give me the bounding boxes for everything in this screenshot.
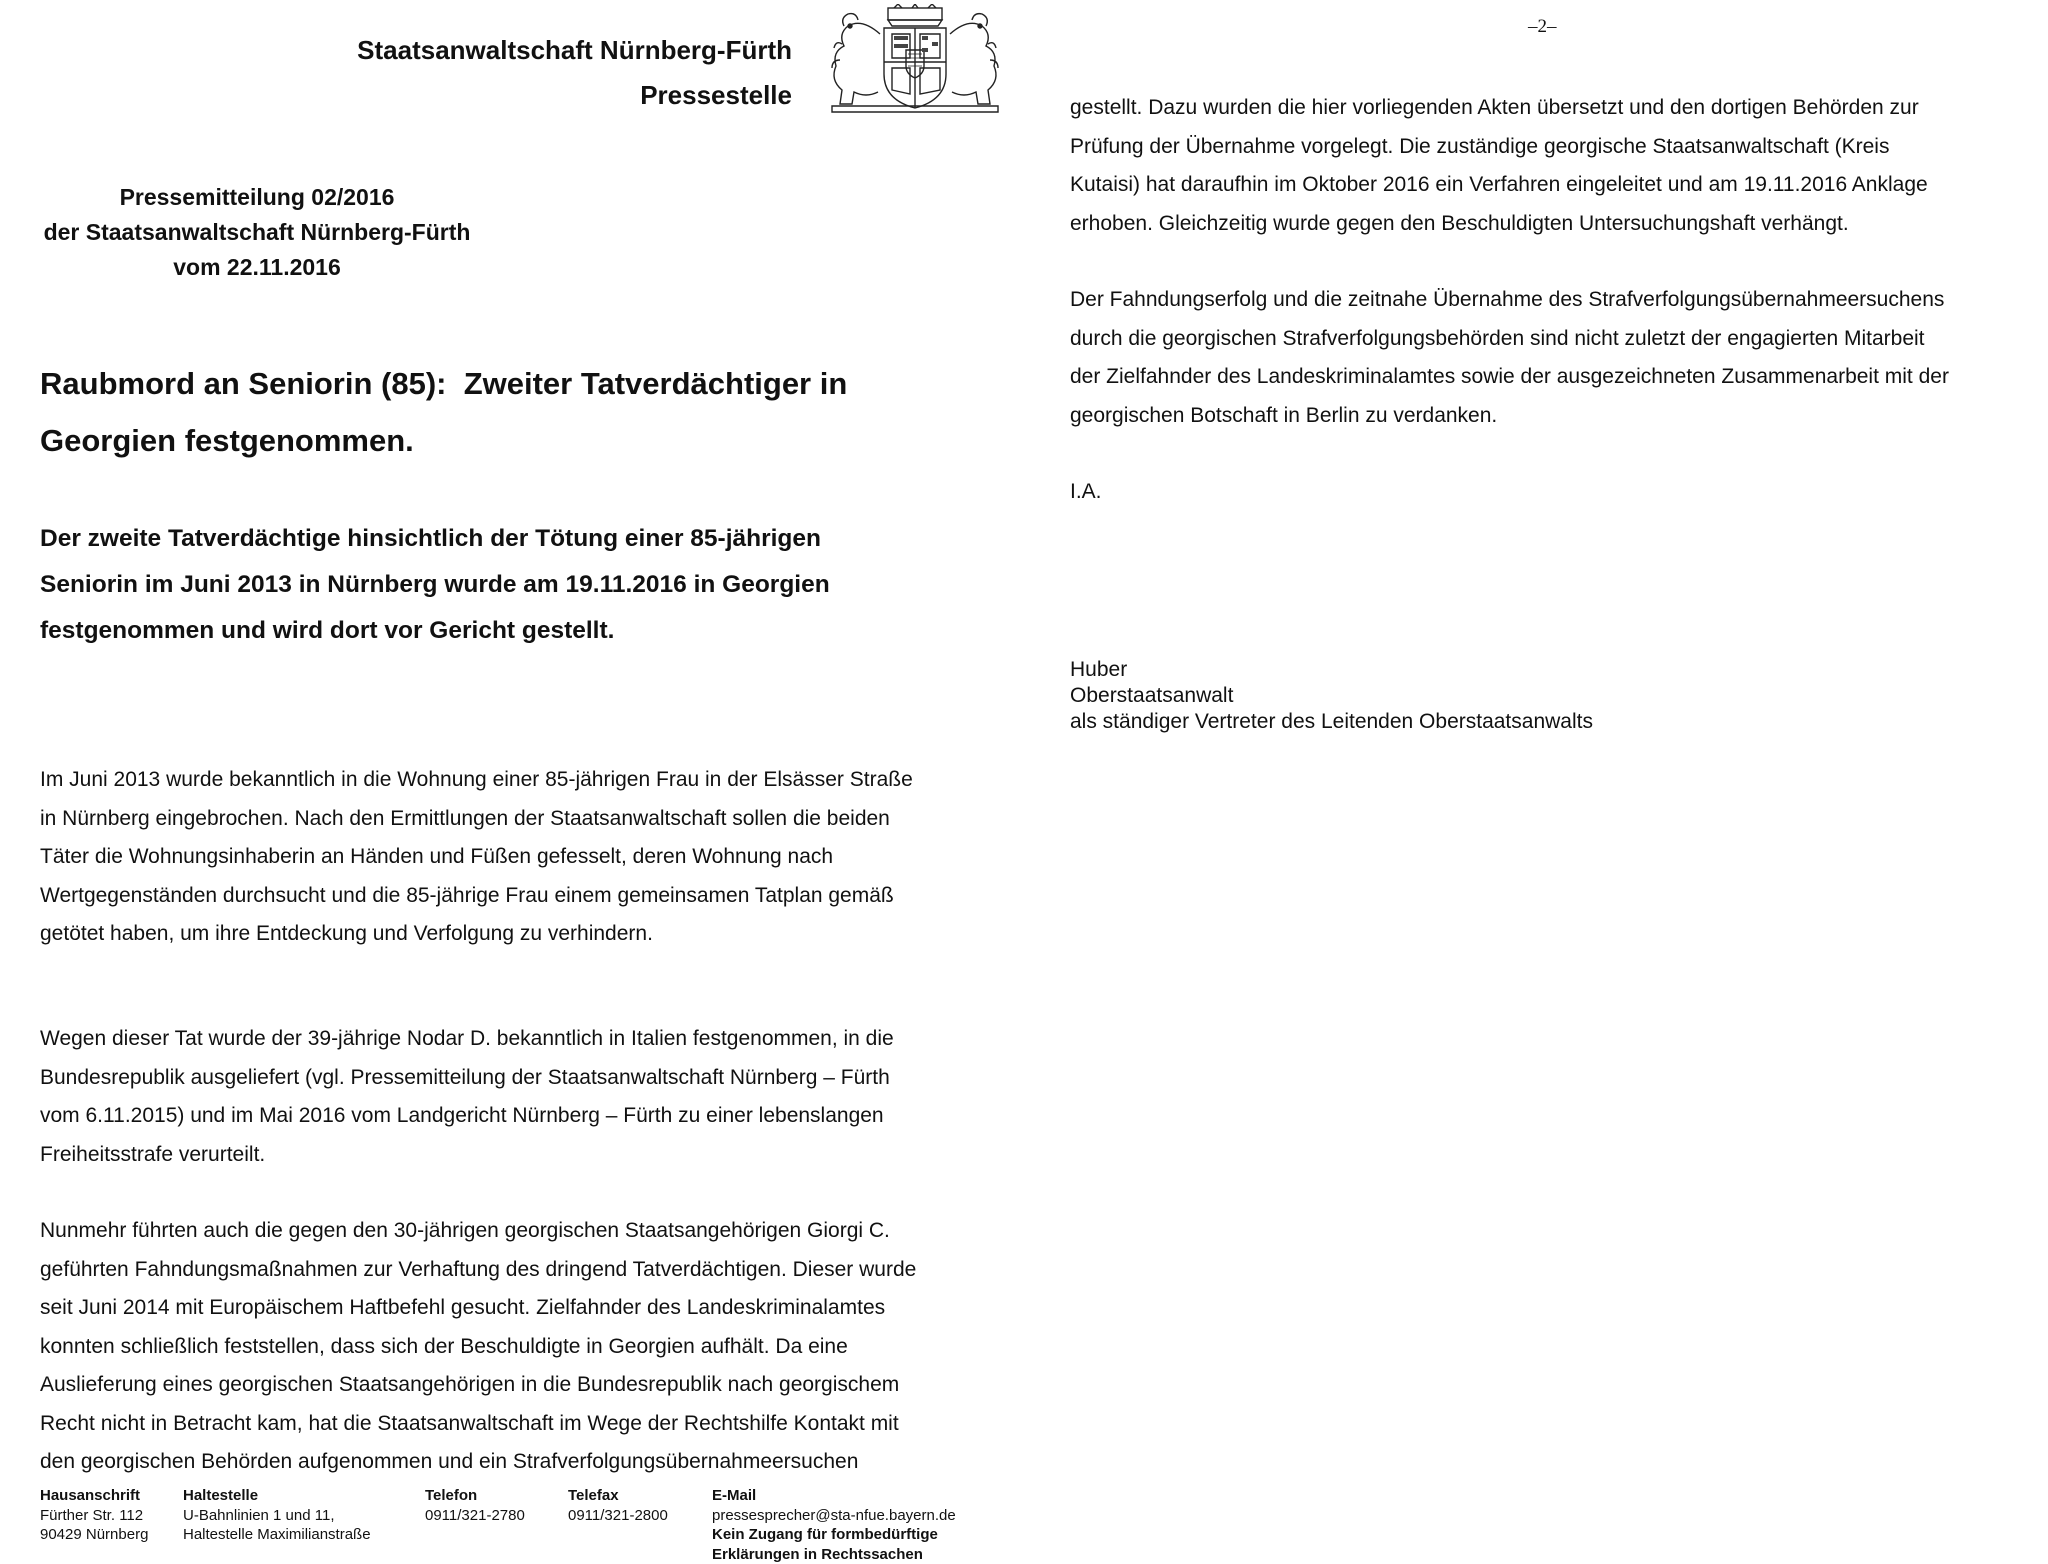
body-paragraph-2: Wegen dieser Tat wurde der 39-jährige Nodar D. bekanntlich in Italien festgenommen, in die Bundesrepublik ausgeliefert (vgl. Pressemitteilung der Staatsanwaltschaft Nürnberg – Fürth vom 6.11.2015) und im Mai 2016 vom Landgericht Nürnberg – Fürth zu einer lebenslangen Freiheitsstrafe verurteilt. — [40, 1020, 1020, 1174]
signature-role: als ständiger Vertreter des Leitenden Oberstaatsanwalts — [1070, 709, 1593, 735]
page-number: –2– — [1528, 16, 1557, 38]
footer-email-note-2: Erklärungen in Rechtssachen — [712, 1545, 956, 1564]
footer-address — [40, 1486, 148, 1545]
footer-fax-number: 0911/321-2800 — [568, 1506, 668, 1526]
lead-line-3: festgenommen und wird dort vor Gericht gestellt. — [40, 608, 980, 654]
lead-paragraph — [40, 516, 980, 654]
lead-line-2: Seniorin im Juni 2013 in Nürnberg wurde am 19.11.2016 in Georgien — [40, 562, 980, 608]
signature-block — [1070, 657, 1593, 735]
footer-address-label: Hausanschrift — [40, 1486, 148, 1506]
signature-title: Oberstaatsanwalt — [1070, 683, 1593, 709]
press-release-title — [0, 180, 1024, 285]
page2-closing-ia: I.A. — [1070, 473, 2030, 512]
footer-stop-lines: U-Bahnlinien 1 und 11, — [183, 1506, 371, 1526]
page2-paragraph-2: Der Fahndungserfolg und die zeitnahe Übernahme des Strafverfolgungsübernahmeersuchens durch die georgischen Strafverfolgungsbehörden sind nicht zuletzt der engagierten Mitarbeit der Zielfahnder des Landeskriminalamtes sowie der ausgezeichneten Zusammenarbeit mit der georgischen Botschaft in Berlin zu verdanken. — [1070, 281, 2030, 435]
headline-line-2: Georgien festgenommen. — [40, 412, 980, 469]
footer-email-address[interactable]: pressesprecher@sta-nfue.bayern.de — [712, 1506, 956, 1526]
coat-of-arms-icon — [822, 4, 1008, 114]
footer-email-note-1: Kein Zugang für formbedürftige — [712, 1525, 956, 1545]
press-release-number: Pressemitteilung 02/2016 — [0, 180, 1024, 215]
footer-address-street: Fürther Str. 112 — [40, 1506, 148, 1526]
page-1 — [0, 0, 1024, 1546]
footer-phone-number: 0911/321-2780 — [425, 1506, 525, 1526]
footer-fax — [568, 1486, 668, 1525]
page2-paragraph-1: gestellt. Dazu wurden die hier vorliegenden Akten übersetzt und den dortigen Behörden zur Prüfung der Übernahme vorgelegt. Die zuständige georgische Staatsanwaltschaft (Kreis Kutaisi) hat daraufhin im Oktober 2016 ein Verfahren eingeleitet und am 19.11.2016 Anklage erhoben. Gleichzeitig wurde gegen den Beschuldigten Untersuchungshaft verhängt. — [1070, 89, 2030, 243]
department-name: Pressestelle — [0, 73, 792, 118]
body-paragraph-1: Im Juni 2013 wurde bekanntlich in die Wohnung einer 85-jährigen Frau in der Elsässer Straße in Nürnberg eingebrochen. Nach den Ermittlungen der Staatsanwaltschaft sollen die beiden Täter die Wohnungsinhaberin an Händen und Füßen gefesselt, deren Wohnung nach Wertgegenständen durchsucht und die 85-jährige Frau einem gemeinsamen Tatplan gemäß getötet haben, um ihre Entdeckung und Verfolgung zu verhindern. — [40, 761, 1020, 954]
press-release-date: vom 22.11.2016 — [0, 250, 1024, 285]
letterhead — [0, 28, 792, 118]
authority-name: Staatsanwaltschaft Nürnberg-Fürth — [0, 28, 792, 73]
footer-fax-label: Telefax — [568, 1486, 668, 1506]
footer-phone-label: Telefon — [425, 1486, 525, 1506]
body-paragraph-3: Nunmehr führten auch die gegen den 30-jährigen georgischen Staatsangehörigen Giorgi C. geführten Fahndungsmaßnahmen zur Verhaftung des dringend Tatverdächtigen. Dieser wurde seit Juni 2014 mit Europäischem Haftbefehl gesucht. Zielfahnder des Landeskriminalamtes konnten schließlich feststellen, dass sich der Beschuldigte in Georgien aufhält. Da eine Auslieferung eines georgischen Staatsangehörigen in die Bundesrepublik nach georgischem Recht nicht in Betracht kam, hat die Staatsanwaltschaft im Wege der Rechtshilfe Kontakt mit den georgischen Behörden aufgenommen und ein Strafverfolgungsübernahmeersuchen — [40, 1212, 1020, 1482]
footer-stop-label: Haltestelle — [183, 1486, 371, 1506]
footer-stop-name: Haltestelle Maximilianstraße — [183, 1525, 371, 1545]
footer-email — [712, 1486, 956, 1564]
footer-stop — [183, 1486, 371, 1545]
signature-name: Huber — [1070, 657, 1593, 683]
lead-line-1: Der zweite Tatverdächtige hinsichtlich der Tötung einer 85-jährigen — [40, 516, 980, 562]
footer-phone — [425, 1486, 525, 1525]
footer-email-label: E-Mail — [712, 1486, 956, 1506]
headline-line-1: Raubmord an Seniorin (85): Zweiter Tatverdächtiger in — [40, 355, 980, 412]
press-release-authority: der Staatsanwaltschaft Nürnberg-Fürth — [0, 215, 1024, 250]
footer-address-city: 90429 Nürnberg — [40, 1525, 148, 1545]
headline — [40, 355, 980, 469]
